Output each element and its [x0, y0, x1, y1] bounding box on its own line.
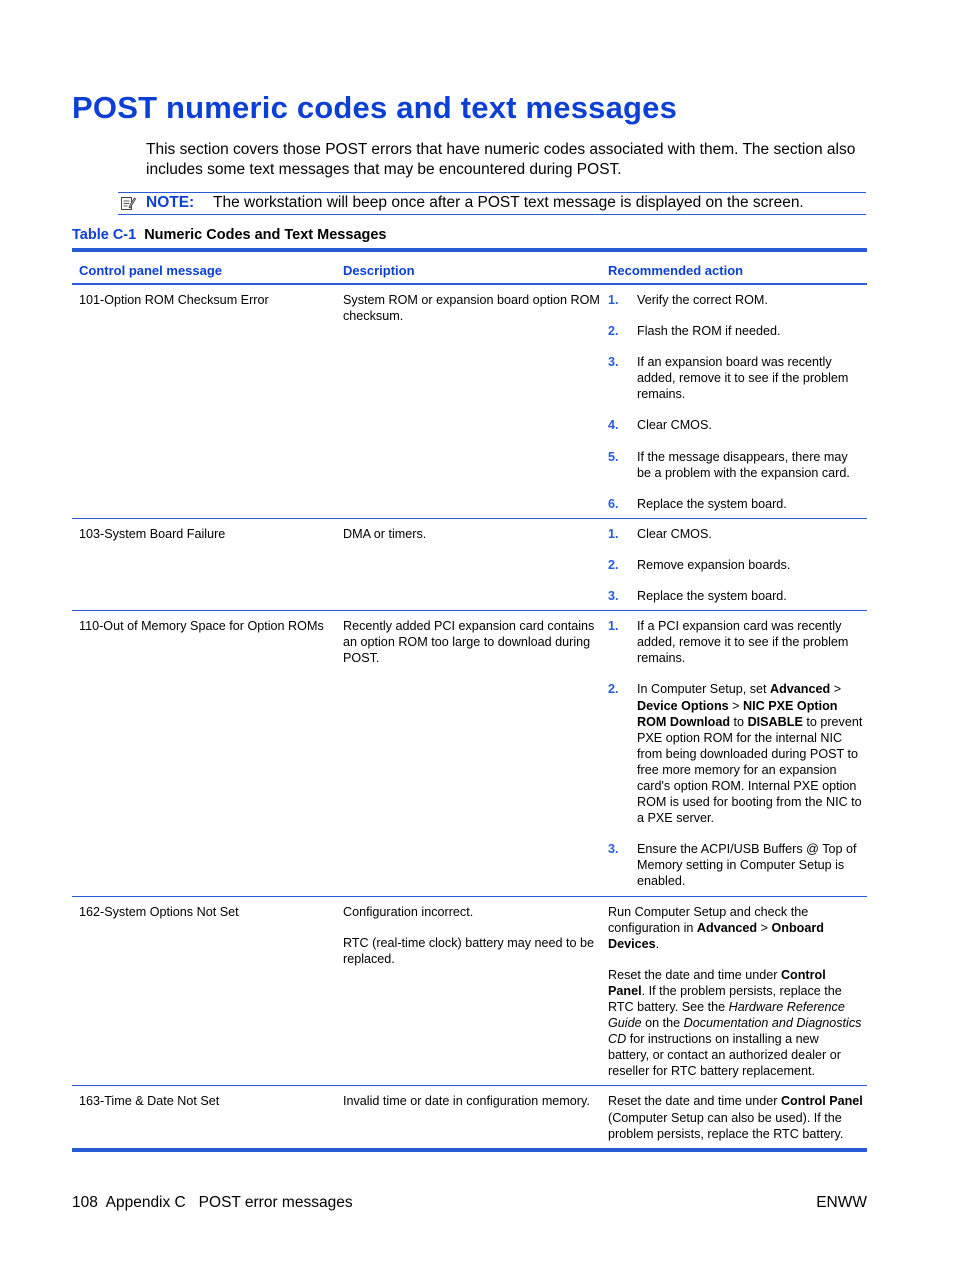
action-step: [608, 681, 863, 826]
action-paragraph: [608, 904, 863, 952]
header-description: Description: [343, 263, 415, 278]
text-run: In Computer Setup, set: [637, 682, 771, 697]
control-panel-message: 110-Out of Memory Space for Option ROMs: [79, 619, 324, 634]
text-run: Control Panel: [780, 1094, 863, 1109]
text-run: for instructions on installing a new battery, or contact an authorized dealer or reseller for RTC battery replacement.: [608, 1032, 841, 1079]
text-run: Control Panel: [608, 967, 826, 998]
text-run: Reset the date and time under: [608, 967, 781, 982]
table-row: [72, 1086, 867, 1147]
step-number: 1.: [608, 526, 619, 541]
step-number: 6.: [608, 496, 619, 511]
step-number: 3.: [608, 355, 619, 370]
text-run: NIC PXE Option ROM Download: [637, 698, 838, 729]
action-step: [608, 354, 863, 402]
description-text: DMA or timers.: [343, 526, 427, 541]
action-step: [608, 618, 863, 666]
step-text: Ensure the ACPI/USB Buffers @ Top of Memory setting in Computer Setup is enabled.: [637, 842, 857, 889]
note-icon: [120, 195, 136, 217]
footer-page-info: 108 Appendix C POST error messages: [72, 1194, 353, 1211]
step-text: If the message disappears, there may be a problem with the expansion card.: [637, 449, 850, 480]
step-number: 4.: [608, 418, 619, 433]
control-panel-message: 101-Option ROM Checksum Error: [79, 293, 269, 307]
table-number: Table C-1: [72, 227, 137, 243]
description-text: RTC (real-time clock) battery may need to be replaced.: [343, 935, 595, 966]
page-title: POST numeric codes and text messages: [72, 90, 678, 125]
step-number: 1.: [608, 619, 619, 634]
text-run: to prevent PXE option ROM for the internal NIC from being downloaded during POST to free more memory for an expansion card's option ROM. Internal PXE option ROM is used for booting from the NIC to a PXE server.: [637, 714, 863, 826]
text-run: to: [730, 714, 748, 729]
recommended-action-cell: [602, 897, 867, 1086]
step-text: Replace the system board.: [637, 589, 787, 604]
table-row: [72, 519, 867, 611]
action-step: [608, 323, 863, 339]
table-header: [72, 252, 867, 285]
intro-paragraph: This section covers those POST errors that have numeric codes associated with them. The section also includes some text messages that may be encountered during POST.: [146, 141, 856, 178]
description-text: System ROM or expansion board option ROM checksum.: [343, 293, 600, 324]
recommended-action-cell: [602, 1086, 867, 1147]
description-cell: [337, 1086, 602, 1147]
text-run: Onboard Devices: [608, 920, 824, 951]
text-run: Device Options: [637, 698, 729, 713]
step-text: Remove expansion boards.: [637, 557, 791, 572]
step-number: 2.: [608, 324, 619, 339]
post-codes-table: [72, 248, 867, 1152]
note-box: [118, 192, 866, 215]
note-label: NOTE:: [146, 194, 195, 211]
table-row: [72, 897, 867, 1087]
text-run: Documentation and Diagnostics CD: [608, 1016, 862, 1047]
description-text: Recently added PCI expansion card contains an option ROM too large to download during POST.: [343, 619, 595, 666]
control-panel-message: 162-System Options Not Set: [79, 904, 239, 919]
step-text: If a PCI expansion card was recently added, remove it to see if the problem remains.: [637, 619, 849, 666]
action-step: [608, 557, 863, 573]
description-text: Invalid time or date in configuration memory.: [343, 1094, 590, 1109]
text-run: .: [655, 936, 660, 951]
description-cell: [337, 897, 602, 1086]
step-number: 1.: [608, 293, 619, 307]
action-step: [608, 449, 863, 481]
header-recommended-action: Recommended action: [608, 263, 744, 278]
action-paragraph: [608, 967, 863, 1080]
table-caption: [72, 227, 387, 243]
action-step: [608, 526, 863, 542]
page-footer: [72, 1193, 867, 1213]
description-cell: [337, 611, 602, 895]
description-cell: [337, 285, 602, 518]
action-step: [608, 292, 863, 308]
note-text: The workstation will beep once after a POST text message is displayed on the screen.: [213, 194, 804, 211]
footer-enww: ENWW: [816, 1194, 867, 1211]
text-run: (Computer Setup can also be used). If the problem persists, replace the RTC battery.: [608, 1110, 844, 1141]
step-text: Replace the system board.: [637, 496, 787, 511]
step-text: Flash the ROM if needed.: [637, 324, 781, 339]
action-step: [608, 417, 863, 433]
description-cell: [337, 519, 602, 610]
text-run: on the: [641, 1016, 684, 1031]
action-step: [608, 588, 863, 604]
step-number: 2.: [608, 682, 619, 697]
text-run: Advanced: [770, 682, 831, 697]
text-run: Reset the date and time under: [608, 1094, 781, 1109]
step-number: 3.: [608, 842, 619, 857]
description-text: Configuration incorrect.: [343, 904, 474, 919]
text-run: Hardware Reference Guide: [608, 1000, 845, 1031]
text-run: Run Computer Setup and check the configuration in: [608, 904, 809, 935]
step-text: Clear CMOS.: [637, 526, 712, 541]
recommended-action-cell: [602, 285, 867, 518]
recommended-action-cell: [602, 611, 867, 895]
action-step: [608, 841, 863, 889]
step-text: Clear CMOS.: [637, 418, 712, 433]
table-title: Numeric Codes and Text Messages: [144, 227, 387, 243]
text-run: >: [757, 920, 772, 935]
header-control-panel-message: Control panel message: [79, 263, 223, 278]
action-step: [608, 496, 863, 512]
control-panel-message: 163-Time & Date Not Set: [79, 1094, 220, 1109]
step-number: 2.: [608, 557, 619, 572]
text-run: . If the problem persists, replace the RTC battery. See the: [608, 983, 842, 1014]
step-number: 3.: [608, 589, 619, 604]
action-paragraph: [608, 1093, 863, 1141]
text-run: DISABLE: [747, 714, 803, 729]
text-run: Advanced: [696, 920, 758, 935]
table-row: [72, 611, 867, 896]
table-body: [72, 285, 867, 1148]
text-run: >: [728, 698, 744, 713]
step-number: 5.: [608, 449, 619, 464]
step-text: If an expansion board was recently added, remove it to see if the problem remains.: [637, 355, 849, 402]
step-text: [637, 681, 863, 826]
table-row: [72, 285, 867, 519]
control-panel-message: 103-System Board Failure: [79, 526, 226, 541]
step-text: Verify the correct ROM.: [637, 293, 768, 307]
text-run: >: [830, 682, 842, 697]
recommended-action-cell: [602, 519, 867, 610]
